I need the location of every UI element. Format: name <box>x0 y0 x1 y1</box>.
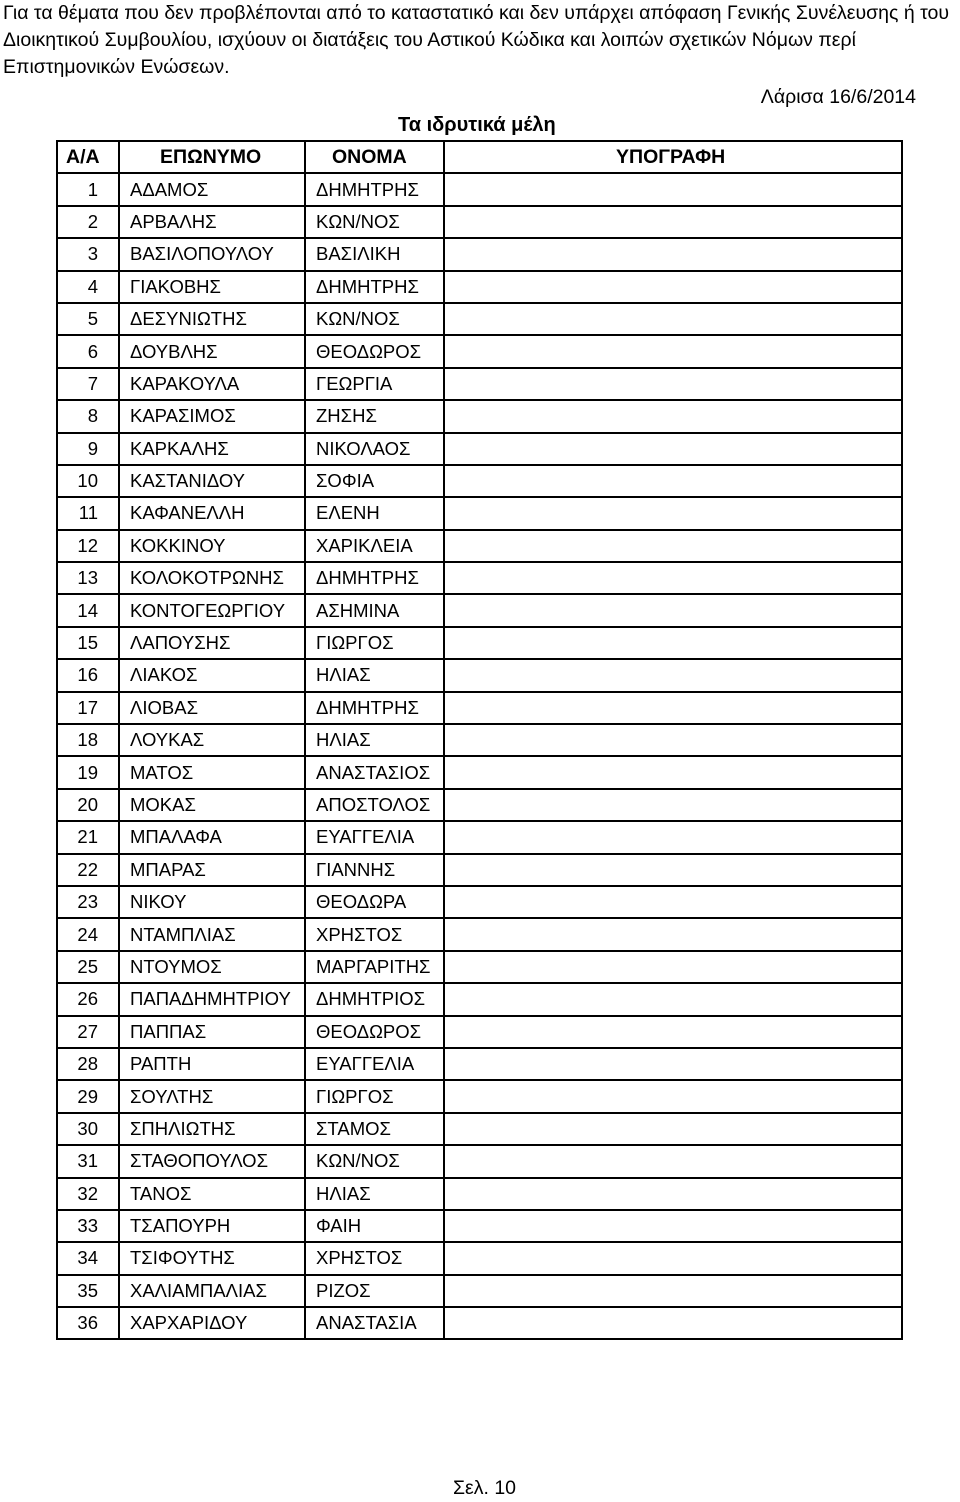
member-signature-cell <box>444 1307 902 1339</box>
member-surname: ΚΑΦΑΝΕΛΛΗ <box>119 497 305 529</box>
table-row <box>57 1242 902 1274</box>
member-name: ΣΤΑΜΟΣ <box>305 1113 444 1145</box>
table-row <box>57 724 902 756</box>
table-row <box>57 238 902 270</box>
table-row <box>57 821 902 853</box>
member-number: 24 <box>57 918 119 950</box>
member-number: 3 <box>57 238 119 270</box>
table-row <box>57 918 902 950</box>
member-signature-cell <box>444 1016 902 1048</box>
member-number: 21 <box>57 821 119 853</box>
member-number: 1 <box>57 173 119 205</box>
member-number: 15 <box>57 627 119 659</box>
member-name: ΗΛΙΑΣ <box>305 659 444 691</box>
member-signature-cell <box>444 335 902 367</box>
table-row <box>57 594 902 626</box>
page-number: Σελ. 10 <box>453 1477 517 1499</box>
table-row <box>57 303 902 335</box>
member-number: 5 <box>57 303 119 335</box>
table-header-row <box>57 141 902 173</box>
table-row <box>57 206 902 238</box>
member-surname: ΛΙΑΚΟΣ <box>119 659 305 691</box>
table-row <box>57 1307 902 1339</box>
member-surname: ΒΑΣΙΛΟΠΟΥΛΟΥ <box>119 238 305 270</box>
member-name: ΘΕΟΔΩΡΑ <box>305 886 444 918</box>
table-row <box>57 530 902 562</box>
member-signature-cell <box>444 1048 902 1080</box>
member-name: ΕΥΑΓΓΕΛΙΑ <box>305 1048 444 1080</box>
member-signature-cell <box>444 497 902 529</box>
table-row <box>57 1113 902 1145</box>
member-name: ΗΛΙΑΣ <box>305 1178 444 1210</box>
member-signature-cell <box>444 756 902 788</box>
member-signature-cell <box>444 821 902 853</box>
member-name: ΔΗΜΗΤΡΗΣ <box>305 692 444 724</box>
member-number: 30 <box>57 1113 119 1145</box>
member-name: ΧΡΗΣΤΟΣ <box>305 918 444 950</box>
member-surname: ΑΡΒΑΛΗΣ <box>119 206 305 238</box>
member-number: 11 <box>57 497 119 529</box>
member-number: 20 <box>57 789 119 821</box>
member-signature-cell <box>444 951 902 983</box>
member-number: 13 <box>57 562 119 594</box>
table-row <box>57 1178 902 1210</box>
member-name: ΔΗΜΗΤΡΗΣ <box>305 271 444 303</box>
member-signature-cell <box>444 368 902 400</box>
table-row <box>57 562 902 594</box>
table-row <box>57 756 902 788</box>
table-row <box>57 1145 902 1177</box>
member-surname: ΜΠΑΡΑΣ <box>119 854 305 886</box>
table-row <box>57 1275 902 1307</box>
member-number: 27 <box>57 1016 119 1048</box>
member-surname: ΚΑΡΑΚΟΥΛΑ <box>119 368 305 400</box>
table-row <box>57 497 902 529</box>
table-row <box>57 433 902 465</box>
member-number: 12 <box>57 530 119 562</box>
member-name: ΚΩΝ/ΝΟΣ <box>305 1145 444 1177</box>
member-name: ΚΩΝ/ΝΟΣ <box>305 303 444 335</box>
member-surname: ΚΟΛΟΚΟΤΡΩΝΗΣ <box>119 562 305 594</box>
member-number: 18 <box>57 724 119 756</box>
table-row <box>57 271 902 303</box>
member-surname: ΛΙΟΒΑΣ <box>119 692 305 724</box>
member-name: ΓΙΩΡΓΟΣ <box>305 627 444 659</box>
member-name: ΒΑΣΙΛΙΚΗ <box>305 238 444 270</box>
member-surname: ΑΔΑΜΟΣ <box>119 173 305 205</box>
member-number: 32 <box>57 1178 119 1210</box>
member-name: ΡΙΖΟΣ <box>305 1275 444 1307</box>
member-surname: ΧΑΡΧΑΡΙΔΟΥ <box>119 1307 305 1339</box>
member-surname: ΚΑΡΑΣΙΜΟΣ <box>119 400 305 432</box>
member-number: 10 <box>57 465 119 497</box>
founding-members-table <box>56 140 903 1340</box>
members-table-body <box>57 173 902 1339</box>
member-number: 34 <box>57 1242 119 1274</box>
member-name: ΑΣΗΜΙΝΑ <box>305 594 444 626</box>
member-surname: ΝΤΟΥΜΟΣ <box>119 951 305 983</box>
member-number: 14 <box>57 594 119 626</box>
member-signature-cell <box>444 173 902 205</box>
member-surname: ΣΠΗΛΙΩΤΗΣ <box>119 1113 305 1145</box>
member-surname: ΝΤΑΜΠΛΙΑΣ <box>119 918 305 950</box>
member-signature-cell <box>444 1178 902 1210</box>
member-signature-cell <box>444 1242 902 1274</box>
member-signature-cell <box>444 433 902 465</box>
table-title: Τα ιδρυτικά μέλη <box>398 114 556 136</box>
table-row <box>57 983 902 1015</box>
member-number: 33 <box>57 1210 119 1242</box>
member-signature-cell <box>444 400 902 432</box>
member-surname: ΣΤΑΘΟΠΟΥΛΟΣ <box>119 1145 305 1177</box>
member-name: ΦΑΙΗ <box>305 1210 444 1242</box>
table-row <box>57 1210 902 1242</box>
member-surname: ΚΟΝΤΟΓΕΩΡΓΙΟΥ <box>119 594 305 626</box>
member-signature-cell <box>444 1080 902 1112</box>
table-row <box>57 1016 902 1048</box>
member-surname: ΜΑΤΟΣ <box>119 756 305 788</box>
member-number: 36 <box>57 1307 119 1339</box>
member-signature-cell <box>444 1145 902 1177</box>
member-name: ΘΕΟΔΩΡΟΣ <box>305 335 444 367</box>
member-surname: ΔΟΥΒΛΗΣ <box>119 335 305 367</box>
table-row <box>57 951 902 983</box>
member-surname: ΔΕΣΥΝΙΩΤΗΣ <box>119 303 305 335</box>
member-name: ΣΟΦΙΑ <box>305 465 444 497</box>
member-number: 6 <box>57 335 119 367</box>
member-signature-cell <box>444 1113 902 1145</box>
member-signature-cell <box>444 627 902 659</box>
member-surname: ΓΙΑΚΟΒΗΣ <box>119 271 305 303</box>
member-surname: ΜΟΚΑΣ <box>119 789 305 821</box>
member-signature-cell <box>444 724 902 756</box>
member-signature-cell <box>444 983 902 1015</box>
member-number: 35 <box>57 1275 119 1307</box>
table-row <box>57 368 902 400</box>
member-surname: ΝΙΚΟΥ <box>119 886 305 918</box>
member-signature-cell <box>444 594 902 626</box>
column-header-signature: ΥΠΟΓΡΑΦΗ <box>444 141 902 173</box>
member-name: ΝΙΚΟΛΑΟΣ <box>305 433 444 465</box>
member-surname: ΛΟΥΚΑΣ <box>119 724 305 756</box>
table-row <box>57 886 902 918</box>
member-name: ΧΑΡΙΚΛΕΙΑ <box>305 530 444 562</box>
column-header-name: ΟΝΟΜΑ <box>305 141 444 173</box>
member-signature-cell <box>444 918 902 950</box>
member-signature-cell <box>444 854 902 886</box>
column-header-surname: ΕΠΩΝΥΜΟ <box>119 141 305 173</box>
member-name: ΗΛΙΑΣ <box>305 724 444 756</box>
table-row <box>57 465 902 497</box>
member-number: 28 <box>57 1048 119 1080</box>
member-signature-cell <box>444 238 902 270</box>
table-row <box>57 335 902 367</box>
member-number: 16 <box>57 659 119 691</box>
member-name: ΑΠΟΣΤΟΛΟΣ <box>305 789 444 821</box>
member-signature-cell <box>444 562 902 594</box>
member-surname: ΤΑΝΟΣ <box>119 1178 305 1210</box>
table-row <box>57 692 902 724</box>
table-row <box>57 854 902 886</box>
member-name: ΔΗΜΗΤΡΙΟΣ <box>305 983 444 1015</box>
table-row <box>57 173 902 205</box>
table-row <box>57 659 902 691</box>
column-header-number: Α/Α <box>57 141 119 173</box>
member-surname: ΠΑΠΠΑΣ <box>119 1016 305 1048</box>
table-row <box>57 1048 902 1080</box>
member-signature-cell <box>444 271 902 303</box>
member-name: ΔΗΜΗΤΡΗΣ <box>305 173 444 205</box>
member-surname: ΚΑΡΚΑΛΗΣ <box>119 433 305 465</box>
member-signature-cell <box>444 692 902 724</box>
member-name: ΧΡΗΣΤΟΣ <box>305 1242 444 1274</box>
table-row <box>57 400 902 432</box>
member-signature-cell <box>444 1275 902 1307</box>
member-surname: ΚΑΣΤΑΝΙΔΟΥ <box>119 465 305 497</box>
member-number: 26 <box>57 983 119 1015</box>
member-name: ΑΝΑΣΤΑΣΙΑ <box>305 1307 444 1339</box>
table-row <box>57 627 902 659</box>
member-surname: ΡΑΠΤΗ <box>119 1048 305 1080</box>
member-name: ΕΛΕΝΗ <box>305 497 444 529</box>
member-number: 8 <box>57 400 119 432</box>
member-name: ΚΩΝ/ΝΟΣ <box>305 206 444 238</box>
member-number: 9 <box>57 433 119 465</box>
member-name: ΘΕΟΔΩΡΟΣ <box>305 1016 444 1048</box>
member-surname: ΚΟΚΚΙΝΟΥ <box>119 530 305 562</box>
member-name: ΓΙΑΝΝΗΣ <box>305 854 444 886</box>
member-number: 29 <box>57 1080 119 1112</box>
member-number: 31 <box>57 1145 119 1177</box>
member-surname: ΣΟΥΛΤΗΣ <box>119 1080 305 1112</box>
table-row <box>57 789 902 821</box>
member-number: 22 <box>57 854 119 886</box>
member-signature-cell <box>444 886 902 918</box>
table-row <box>57 1080 902 1112</box>
member-signature-cell <box>444 789 902 821</box>
member-signature-cell <box>444 659 902 691</box>
member-surname: ΛΑΠΟΥΣΗΣ <box>119 627 305 659</box>
member-name: ΔΗΜΗΤΡΗΣ <box>305 562 444 594</box>
member-number: 17 <box>57 692 119 724</box>
member-number: 2 <box>57 206 119 238</box>
member-name: ΓΕΩΡΓΙΑ <box>305 368 444 400</box>
member-name: ΖΗΣΗΣ <box>305 400 444 432</box>
member-name: ΑΝΑΣΤΑΣΙΟΣ <box>305 756 444 788</box>
member-number: 19 <box>57 756 119 788</box>
member-signature-cell <box>444 206 902 238</box>
member-name: ΕΥΑΓΓΕΛΙΑ <box>305 821 444 853</box>
member-number: 7 <box>57 368 119 400</box>
member-name: ΓΙΩΡΓΟΣ <box>305 1080 444 1112</box>
member-number: 25 <box>57 951 119 983</box>
member-surname: ΠΑΠΑΔΗΜΗΤΡΙΟΥ <box>119 983 305 1015</box>
member-surname: ΜΠΑΛΑΦΑ <box>119 821 305 853</box>
member-signature-cell <box>444 303 902 335</box>
member-surname: ΧΑΛΙΑΜΠΑΛΙΑΣ <box>119 1275 305 1307</box>
document-date: Λάρισα 16/6/2014 <box>760 86 916 108</box>
intro-paragraph: Για τα θέματα που δεν προβλέπονται από το καταστατικό και δεν υπάρχει απόφαση Γενικής Συνέλευσης ή του Διοικητικού Συμβουλίου, ισχύουν οι διατάξεις του Αστικού Κώδικα και λοιπών σχετικών Νόμων περί Επιστημονικών Ενώσεων. <box>3 2 950 78</box>
member-signature-cell <box>444 1210 902 1242</box>
member-number: 4 <box>57 271 119 303</box>
member-number: 23 <box>57 886 119 918</box>
member-signature-cell <box>444 465 902 497</box>
member-signature-cell <box>444 530 902 562</box>
member-surname: ΤΣΑΠΟΥΡΗ <box>119 1210 305 1242</box>
member-surname: ΤΣΙΦΟΥΤΗΣ <box>119 1242 305 1274</box>
member-name: ΜΑΡΓΑΡΙΤΗΣ <box>305 951 444 983</box>
